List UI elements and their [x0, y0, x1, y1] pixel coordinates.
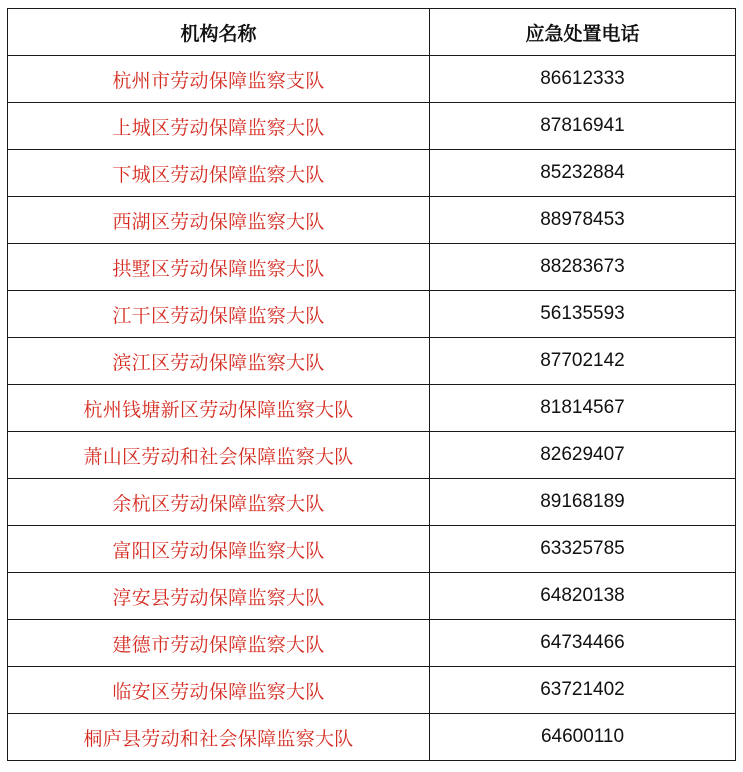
org-name-cell: 滨江区劳动保障监察大队 [8, 338, 430, 385]
table-body [8, 56, 736, 761]
table-row [8, 291, 736, 338]
org-name-cell: 下城区劳动保障监察大队 [8, 150, 430, 197]
org-name-cell: 杭州市劳动保障监察支队 [8, 56, 430, 103]
phone-cell: 64734466 [430, 620, 736, 667]
header-emergency-phone: 应急处置电话 [430, 9, 736, 56]
table-row [8, 103, 736, 150]
org-name-cell: 上城区劳动保障监察大队 [8, 103, 430, 150]
table-row [8, 714, 736, 761]
table-header [8, 9, 736, 56]
phone-cell: 87816941 [430, 103, 736, 150]
header-row [8, 9, 736, 56]
phone-cell: 88978453 [430, 197, 736, 244]
table-row [8, 150, 736, 197]
table-row [8, 385, 736, 432]
table-row [8, 479, 736, 526]
org-name-cell: 桐庐县劳动和社会保障监察大队 [8, 714, 430, 761]
phone-cell: 89168189 [430, 479, 736, 526]
phone-cell: 82629407 [430, 432, 736, 479]
table-row [8, 620, 736, 667]
phone-cell: 64600110 [430, 714, 736, 761]
phone-cell: 63325785 [430, 526, 736, 573]
table-row [8, 197, 736, 244]
header-org-name: 机构名称 [8, 9, 430, 56]
org-name-cell: 临安区劳动保障监察大队 [8, 667, 430, 714]
phone-cell: 56135593 [430, 291, 736, 338]
table-row [8, 667, 736, 714]
phone-cell: 64820138 [430, 573, 736, 620]
org-name-cell: 江干区劳动保障监察大队 [8, 291, 430, 338]
phone-cell: 87702142 [430, 338, 736, 385]
table-row [8, 573, 736, 620]
org-name-cell: 拱墅区劳动保障监察大队 [8, 244, 430, 291]
org-name-cell: 建德市劳动保障监察大队 [8, 620, 430, 667]
phone-cell: 81814567 [430, 385, 736, 432]
phone-cell: 86612333 [430, 56, 736, 103]
table-row [8, 338, 736, 385]
phone-cell: 88283673 [430, 244, 736, 291]
org-name-cell: 萧山区劳动和社会保障监察大队 [8, 432, 430, 479]
table-row [8, 526, 736, 573]
org-name-cell: 余杭区劳动保障监察大队 [8, 479, 430, 526]
org-name-cell: 杭州钱塘新区劳动保障监察大队 [8, 385, 430, 432]
table-row [8, 56, 736, 103]
org-name-cell: 西湖区劳动保障监察大队 [8, 197, 430, 244]
table-row [8, 432, 736, 479]
table-row [8, 244, 736, 291]
org-name-cell: 淳安县劳动保障监察大队 [8, 573, 430, 620]
contact-table [7, 8, 736, 761]
phone-cell: 85232884 [430, 150, 736, 197]
phone-cell: 63721402 [430, 667, 736, 714]
org-name-cell: 富阳区劳动保障监察大队 [8, 526, 430, 573]
